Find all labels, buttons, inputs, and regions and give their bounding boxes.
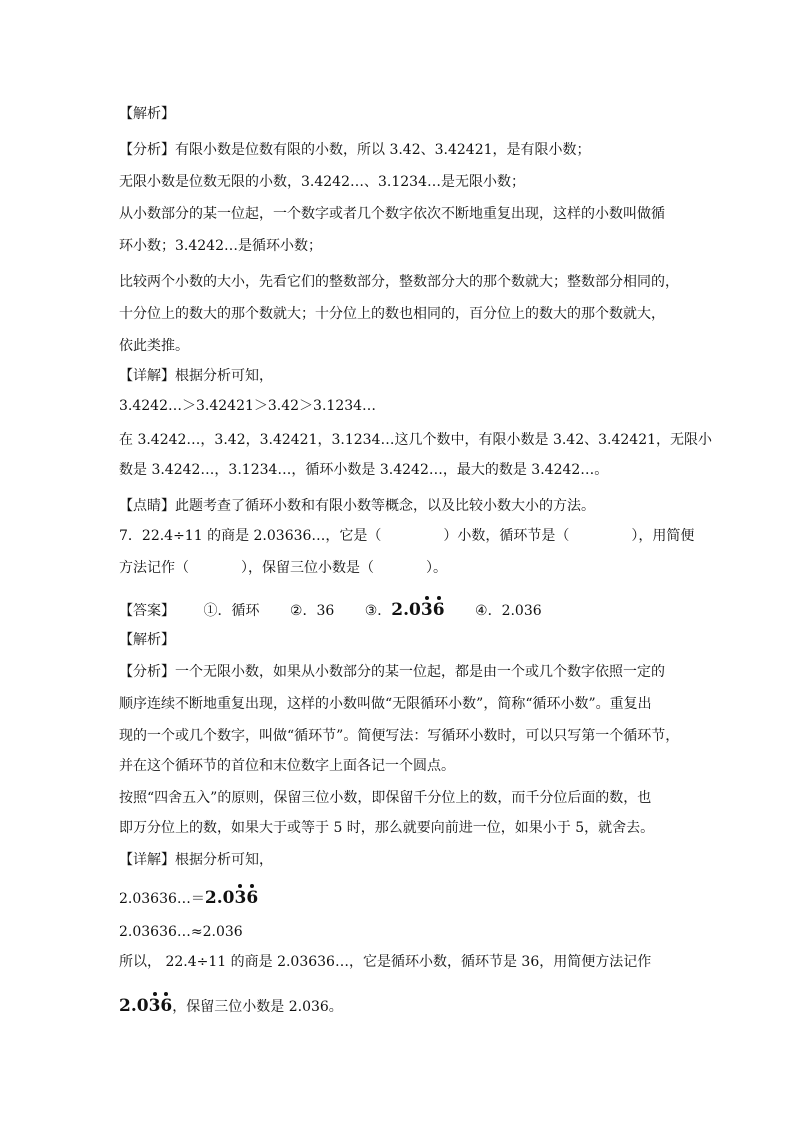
conclusion-text: ，保留三位小数是 2.036。	[172, 999, 343, 1015]
rd-dotted-digit: 6	[432, 600, 445, 620]
answer-label: 【答案】	[119, 603, 175, 619]
analysis-line: 现的一个或几个数字，叫做“循环节”。简便写法：写循环小数时，可以只写第一个循环节，	[119, 728, 680, 744]
question-text: ），用简便	[631, 528, 695, 544]
comparison-line: 3.4242…＞3.42421＞3.42＞3.1234…	[119, 398, 377, 414]
question-text: ），保留三位小数是（	[241, 560, 374, 576]
repeating-decimal	[391, 600, 444, 620]
analysis-line: 依此类推。	[119, 338, 189, 354]
detail-line: 在 3.4242…，3.42，3.42421，3.1234…这几个数中，有限小数是 3.42、3.42421，无限小	[119, 432, 713, 448]
question-7-line-2	[119, 558, 447, 578]
answer-3	[365, 600, 445, 621]
analysis-line: 无限小数是位数无限的小数，3.4242…、3.1234…是无限小数；	[119, 174, 525, 190]
conclusion-line-2	[119, 996, 343, 1017]
rd-prefix: 2.0	[204, 888, 235, 908]
approx-line: 2.03636…≈2.036	[119, 924, 243, 940]
rd-dotted-digit: 3	[420, 600, 433, 620]
analysis-line: 并在这个循环节的首位和末位数字上面各记一个圆点。	[119, 758, 455, 774]
question-text: 方法记作（	[119, 560, 189, 576]
rd-prefix: 2.0	[119, 996, 149, 1016]
analysis-line: 即万分位上的数，如果大于或等于 5 时，那么就要向前进一位，如果小于 5，就舍去。	[119, 820, 655, 836]
key-point-line: 【点睛】此题考查了循环小数和有限小数等概念，以及比较小数大小的方法。	[119, 498, 595, 514]
detail-heading: 【详解】根据分析可知，	[119, 852, 273, 868]
equation-text: 2.03636…＝	[119, 891, 205, 907]
answer-line	[119, 600, 542, 621]
question-7-line-1	[119, 526, 694, 546]
analysis-line: 【分析】有限小数是位数有限的小数，所以 3.42、3.42421，是有限小数；	[119, 142, 591, 158]
analysis-line: 从小数部分的某一位起，一个数字或者几个数字依次不断地重复出现，这样的小数叫做循	[119, 206, 665, 222]
analysis-line: 顺序连续不断地重复出现，这样的小数叫做“无限循环小数”，简称“循环小数”。重复出	[119, 696, 652, 712]
detail-heading: 【详解】根据分析可知，	[119, 368, 273, 384]
answer-1: ①．循环	[203, 603, 260, 619]
analysis-line: 按照“四舍五入”的原则，保留三位小数，即保留千分位上的数，而千分位后面的数，也	[119, 790, 652, 806]
analysis-line: 环小数；3.4242…是循环小数；	[119, 238, 322, 254]
section-heading-jiexi: 【解析】	[119, 632, 175, 648]
answer-3-label: ③．	[364, 603, 392, 619]
section-heading-jiexi: 【解析】	[119, 106, 175, 122]
question-text: 7．22.4÷11 的商是 2.03636…，它是（	[119, 528, 382, 544]
repeating-decimal	[205, 888, 258, 908]
question-text: ）小数，循环节是（	[443, 528, 570, 544]
analysis-line: 【分析】一个无限小数，如果从小数部分的某一位起，都是由一个或几个数字依照一定的	[119, 664, 665, 680]
question-text: ）。	[426, 560, 447, 576]
rd-dotted-digit: 6	[160, 996, 173, 1016]
analysis-line: 比较两个小数的大小，先看它们的整数部分，整数部分大的那个数就大；整数部分相同的，	[119, 274, 679, 290]
rd-dotted-digit: 3	[234, 888, 247, 908]
repeating-decimal	[119, 996, 172, 1016]
analysis-line: 十分位上的数大的那个数就大；十分位上的数也相同的，百分位上的数大的那个数就大，	[119, 306, 665, 322]
answer-2: ②．36	[289, 603, 335, 619]
answer-4: ④．2.036	[475, 603, 542, 619]
conclusion-line: 所以， 22.4÷11 的商是 2.03636…，它是循环小数，循环节是 36，用简便方法记作	[119, 954, 652, 970]
equation-line	[119, 888, 258, 909]
detail-line: 数是 3.4242…，3.1234…，循环小数是 3.4242…，最大的数是 3.4242…。	[119, 462, 609, 478]
rd-dotted-digit: 3	[148, 996, 161, 1016]
rd-prefix: 2.0	[391, 600, 421, 620]
rd-dotted-digit: 6	[246, 888, 259, 908]
